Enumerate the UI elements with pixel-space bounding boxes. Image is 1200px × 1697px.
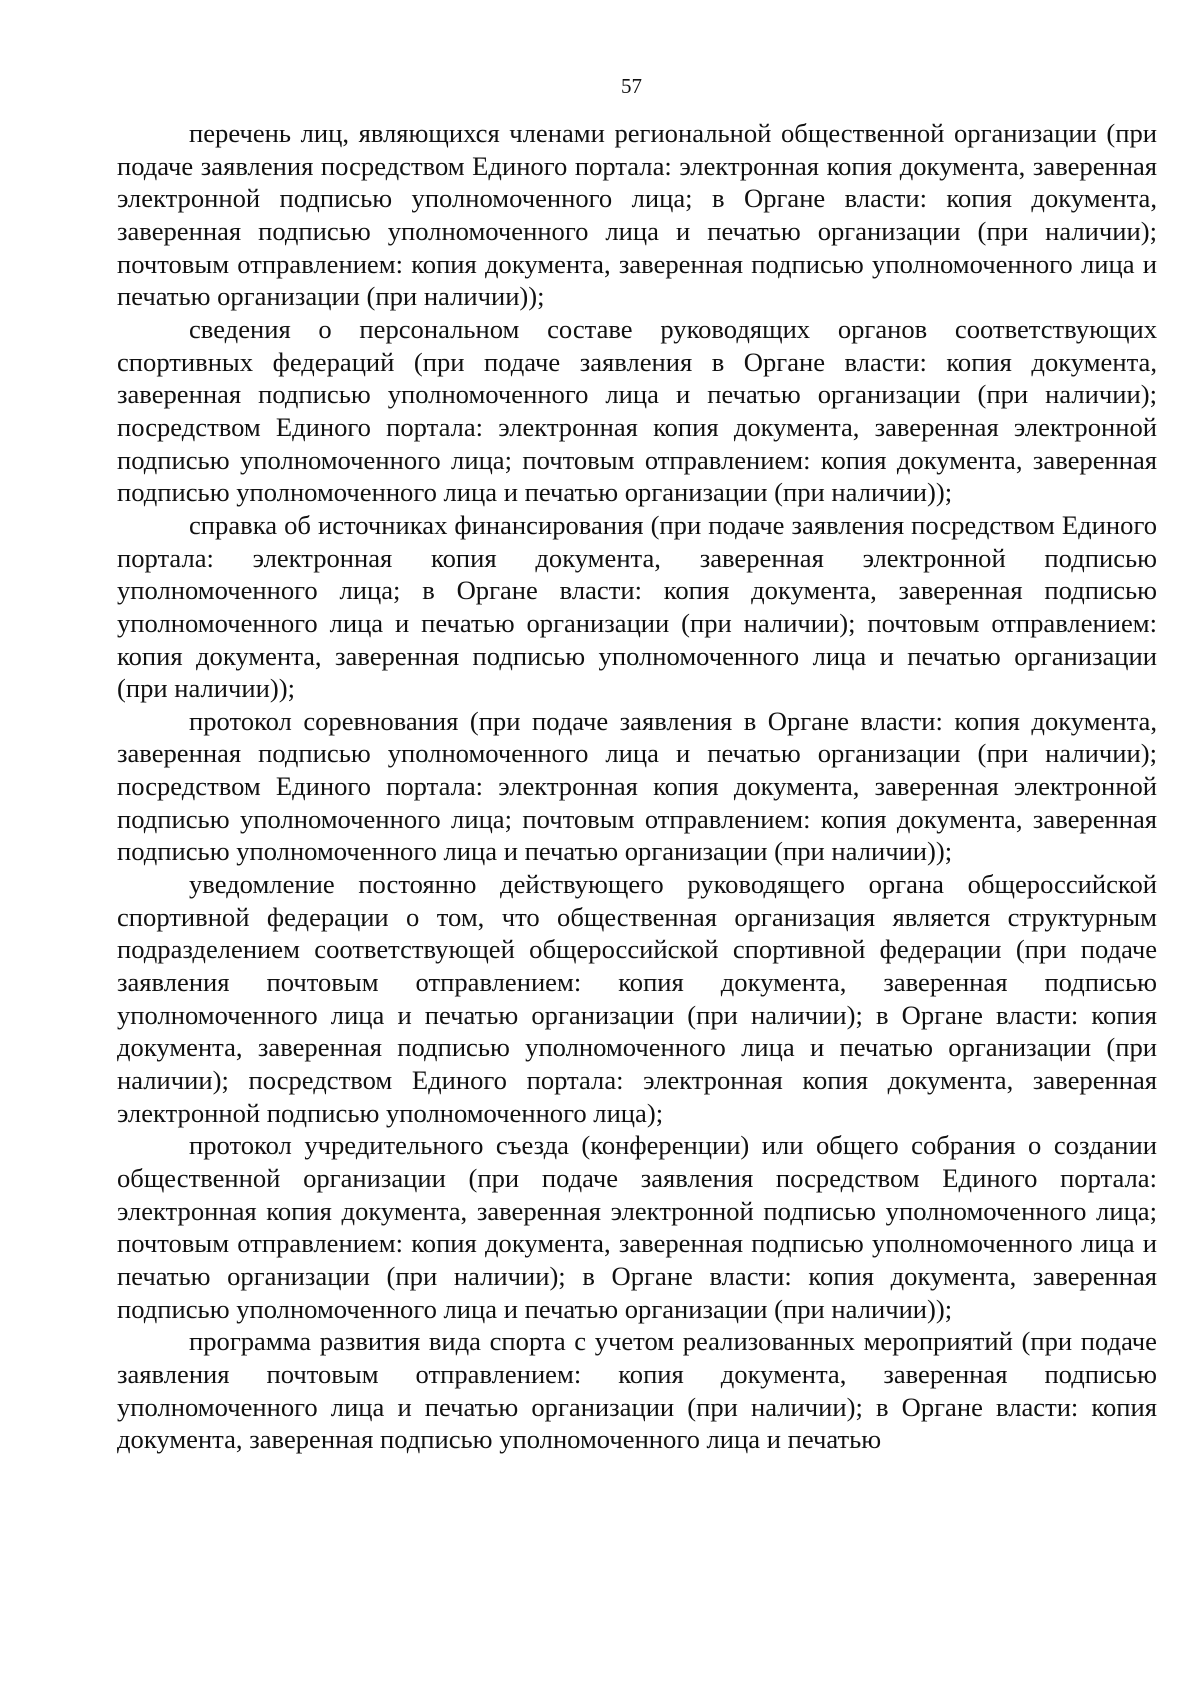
paragraph-funding-sources: справка об источниках финансирования (при подаче заявления посредством Единого портала: электронная копия документа, заверенная электронной подписью уполномоченного лица; в Органе власти: копия документа, заверенная подписью уполномоченного лица и печатью организации (при наличии); почтовым отправлением: копия документа, заверенная подписью уполномоченного лица и печатью организации (при наличии)); (117, 509, 1157, 704)
document-body (117, 117, 1157, 1456)
paragraph-development-program: программа развития вида спорта с учетом реализованных мероприятий (при подаче заявления почтовым отправлением: копия документа, заверенная подписью уполномоченного лица и печатью организации (при наличии); в Органе власти: копия документа, заверенная подписью уполномоченного лица и печатью (117, 1326, 1157, 1455)
paragraph-member-list: перечень лиц, являющихся членами региональной общественной организации (при подаче заявления посредством Единого портала: электронная копия документа, заверенная электронной подписью уполномоченного лица; в Органе власти: копия документа, заверенная подписью уполномоченного лица и печатью организации (при наличии); почтовым отправлением: копия документа, заверенная подписью уполномоченного лица и печатью организации (при наличии)); (117, 118, 1157, 312)
paragraph-federation-notice: уведомление постоянно действующего руководящего органа общероссийской спортивной федерации о том, что общественная организация является структурным подразделением соответствующей общероссийской спортивной федерации (при подаче заявления почтовым отправлением: копия документа, заверенная подписью уполномоченного лица и печатью организации (при наличии); в Органе власти: копия документа, заверенная подписью уполномоченного лица и печатью организации (при наличии); посредством Единого портала: электронная копия документа, заверенная электронной подписью уполномоченного лица); (117, 869, 1157, 1128)
paragraph-competition-protocol: протокол соревнования (при подаче заявления в Органе власти: копия документа, заверенная подписью уполномоченного лица и печатью организации (при наличии); посредством Единого портала: электронная копия документа, заверенная электронной подписью уполномоченного лица; почтовым отправлением: копия документа, заверенная подписью уполномоченного лица и печатью организации (при наличии)); (117, 705, 1157, 867)
paragraph-governing-bodies: сведения о персональном составе руководящих органов соответствующих спортивных федераций (при подаче заявления в Органе власти: копия документа, заверенная подписью уполномоченного лица и печатью организации (при наличии); посредством Единого портала: электронная копия документа, заверенная электронной подписью уполномоченного лица; почтовым отправлением: копия документа, заверенная подписью уполномоченного лица и печатью организации (при наличии)); (117, 313, 1157, 508)
page-number: 57 (621, 74, 642, 98)
paragraph-founding-protocol: протокол учредительного съезда (конференции) или общего собрания о создании общественной организации (при подаче заявления посредством Единого портала: электронная копия документа, заверенная электронной подписью уполномоченного лица; почтовым отправлением: копия документа, заверенная подписью уполномоченного лица и печатью организации (при наличии); в Органе власти: копия документа, заверенная подписью уполномоченного лица и печатью организации (при наличии)); (117, 1130, 1157, 1324)
